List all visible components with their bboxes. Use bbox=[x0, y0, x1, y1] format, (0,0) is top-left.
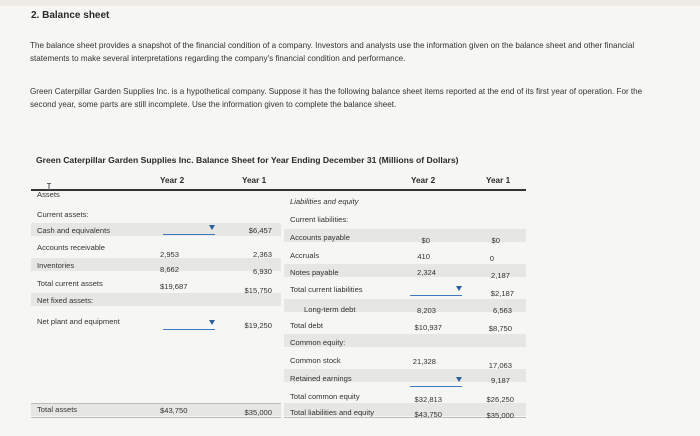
dropdown-arrow-icon bbox=[209, 225, 215, 230]
payable-year1: $0 bbox=[491, 236, 500, 245]
retained-earnings-year1: 9,187 bbox=[490, 376, 510, 385]
col-header-assets-year2: Year 2 bbox=[160, 176, 185, 185]
total-current-liabilities-year2-dropdown[interactable] bbox=[410, 285, 462, 296]
total-assets-year2: $43,750 bbox=[160, 406, 188, 415]
common-stock-label: Common stock bbox=[290, 356, 341, 365]
total-current-liabilities-year1: $2,187 bbox=[490, 289, 514, 298]
net-fixed-assets-label: Net fixed assets: bbox=[37, 296, 94, 305]
total-debt-label: Total debt bbox=[290, 321, 323, 330]
total-common-equity-year2: $32,813 bbox=[414, 395, 442, 404]
assets-header: Assets bbox=[37, 190, 60, 199]
total-debt-year1: $8,750 bbox=[488, 324, 512, 333]
total-common-equity-label: Total common equity bbox=[290, 392, 360, 401]
plant-label: Net plant and equipment bbox=[37, 317, 120, 326]
payable-year2: $0 bbox=[421, 236, 430, 245]
total-current-assets-label: Total current assets bbox=[37, 279, 103, 288]
total-liabilities-equity-year2: $43,750 bbox=[414, 410, 442, 419]
common-stock-year1: 17,063 bbox=[488, 361, 512, 370]
accruals-label: Accruals bbox=[290, 251, 320, 260]
text-cursor-icon: I bbox=[46, 182, 53, 193]
total-current-assets-year2: $19,687 bbox=[160, 282, 188, 291]
accruals-year2: 410 bbox=[417, 252, 430, 261]
intro-paragraph: The balance sheet provides a snapshot of the financial condition of a company. Investors and analysts use the information given on the balance sheet and other financial statements to make several interpretations regarding the company's financial condition and performance. bbox=[30, 41, 635, 63]
dropdown-arrow-icon bbox=[456, 377, 462, 382]
top-divider bbox=[0, 0, 700, 6]
section-title: 2. Balance sheet bbox=[31, 10, 110, 21]
inventories-label: Inventories bbox=[37, 261, 75, 270]
notes-year2: 2,324 bbox=[416, 268, 436, 277]
accruals-year1: 0 bbox=[489, 254, 494, 263]
total-liabilities-equity-label: Total liabilities and equity bbox=[290, 408, 375, 417]
long-term-debt-year1: 6,563 bbox=[492, 306, 512, 315]
total-assets-label: Total assets bbox=[37, 405, 78, 414]
inventories-year1: 6,930 bbox=[252, 267, 272, 276]
inventories-year2: 8,662 bbox=[160, 265, 180, 274]
total-common-equity-year1: $26,250 bbox=[486, 395, 514, 404]
instructions-paragraph: Green Caterpillar Garden Supplies Inc. is a hypothetical company. Suppose it has the following balance sheet items reported at the end of its first year of operation. For the second year, some parts are still incomplete. Use the information given to complete the balance sheet. bbox=[30, 87, 643, 109]
cash-year2-dropdown[interactable] bbox=[163, 224, 215, 235]
total-liabilities-equity-year1: $35,000 bbox=[486, 411, 514, 420]
current-assets-label: Current assets: bbox=[37, 210, 89, 219]
plant-year2-dropdown[interactable] bbox=[163, 319, 215, 330]
receivable-year2: 2,953 bbox=[160, 250, 180, 259]
long-term-debt-year2: 8,203 bbox=[416, 306, 436, 315]
liabilities-header: Liabilities and equity bbox=[290, 197, 359, 206]
plant-year1: $19,250 bbox=[244, 321, 272, 330]
receivable-label: Accounts receivable bbox=[37, 243, 105, 252]
common-stock-year2: 21,328 bbox=[412, 357, 436, 366]
cash-year1: $6,457 bbox=[248, 226, 272, 235]
receivable-year1: 2,363 bbox=[252, 250, 272, 259]
notes-year1: 2,187 bbox=[490, 271, 510, 280]
col-header-assets-year1: Year 1 bbox=[242, 176, 267, 185]
retained-earnings-year2-dropdown[interactable] bbox=[410, 376, 462, 387]
row-divider bbox=[31, 417, 281, 418]
dropdown-arrow-icon bbox=[456, 286, 462, 291]
notes-label: Notes payable bbox=[290, 268, 339, 277]
retained-earnings-label: Retained earnings bbox=[290, 374, 352, 383]
table-title: Green Caterpillar Garden Supplies Inc. Balance Sheet for Year Ending December 31 (Millions of Dollars) bbox=[36, 155, 459, 165]
common-equity-label: Common equity: bbox=[290, 338, 346, 347]
payable-label: Accounts payable bbox=[290, 233, 350, 242]
total-assets-year1: $35,000 bbox=[244, 408, 272, 417]
total-current-assets-year1: $15,750 bbox=[244, 286, 272, 295]
table-top-rule bbox=[31, 189, 526, 191]
dropdown-arrow-icon bbox=[209, 320, 215, 325]
total-current-liabilities-label: Total current liabilities bbox=[290, 285, 363, 294]
col-header-liab-year1: Year 1 bbox=[486, 176, 511, 185]
row-divider bbox=[31, 403, 281, 404]
total-debt-year2: $10,937 bbox=[414, 323, 442, 332]
long-term-debt-label: Long-term debt bbox=[304, 305, 356, 314]
col-header-liab-year2: Year 2 bbox=[411, 176, 436, 185]
cash-label: Cash and equivalents bbox=[37, 226, 111, 235]
current-liabilities-label: Current liabilities: bbox=[290, 215, 349, 224]
